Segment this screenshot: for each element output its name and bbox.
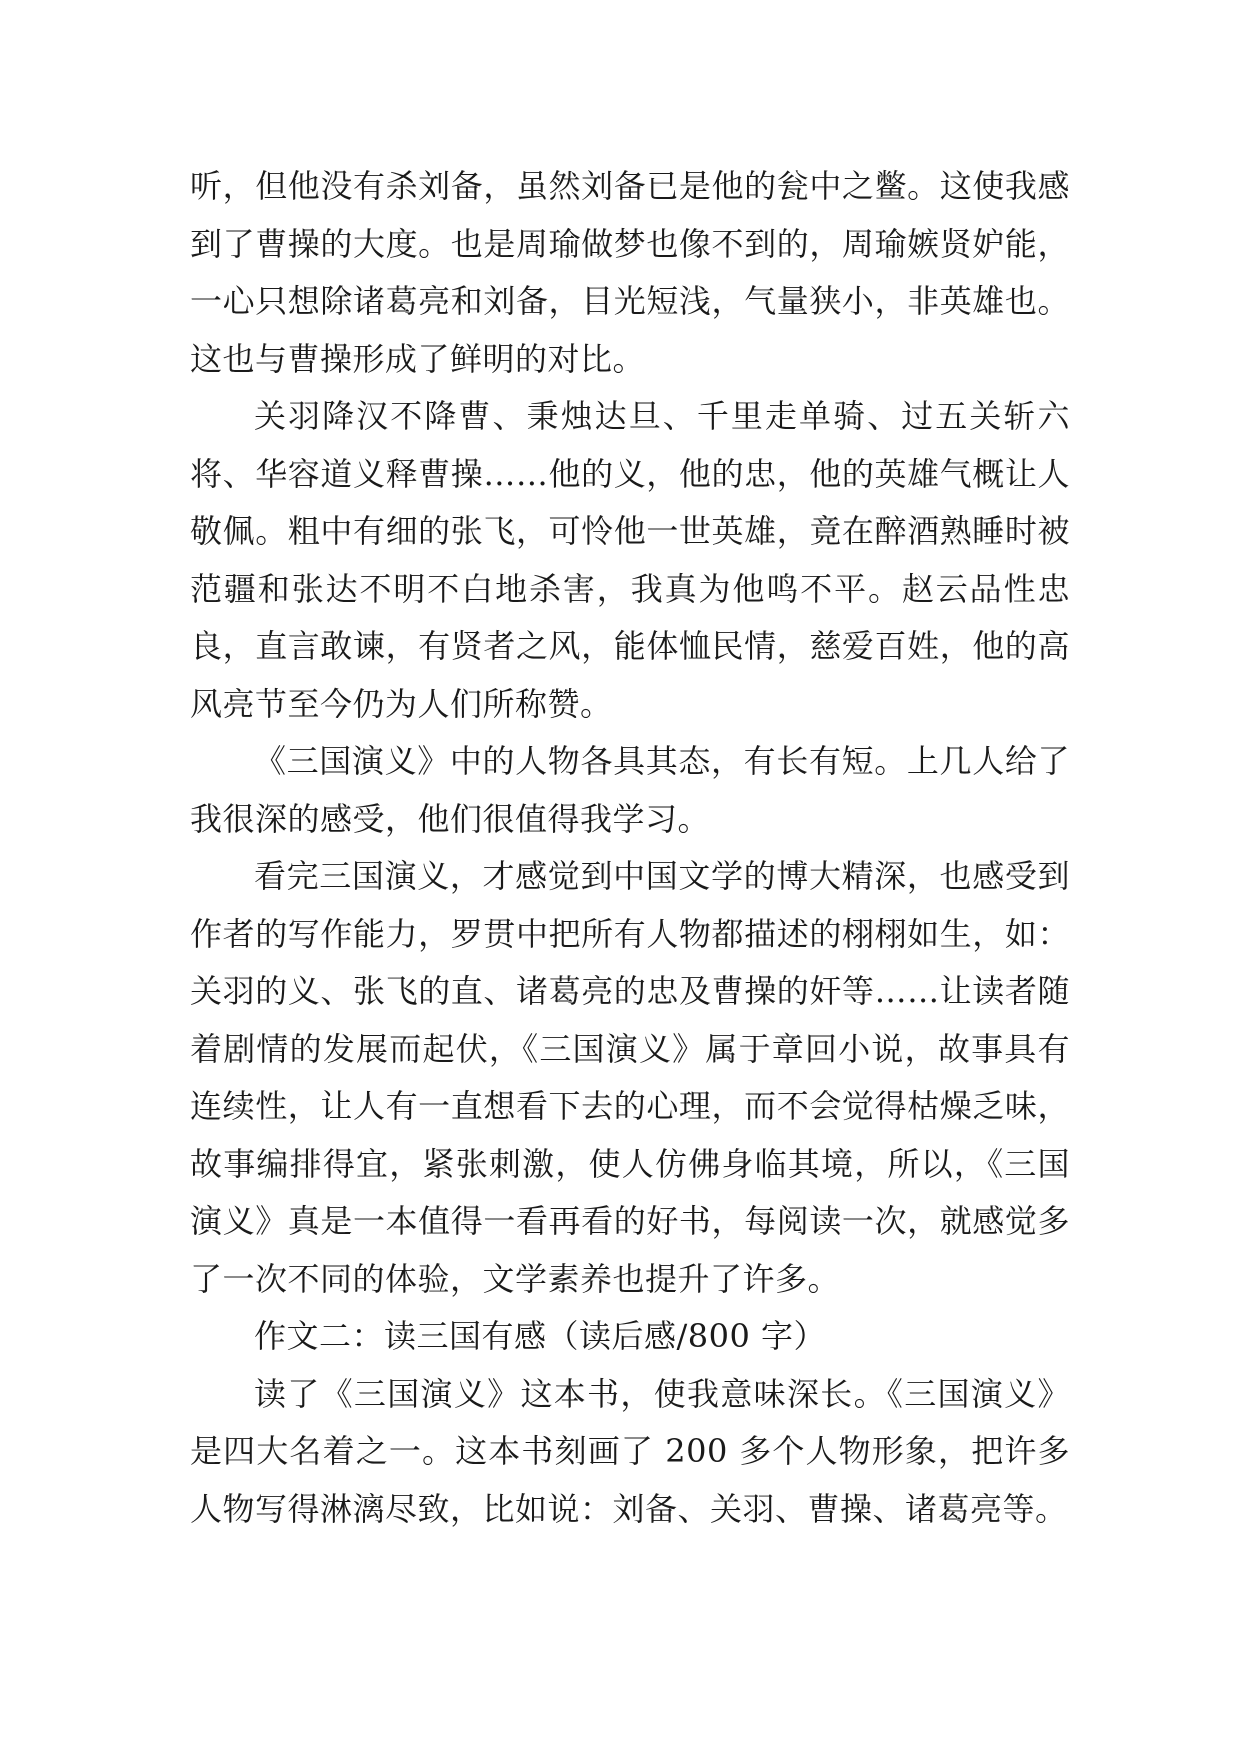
paragraph-guan-yu-zhang-fei-zhao-yun: 关羽降汉不降曹、秉烛达旦、千里走单骑、过五关斩六将、华容道义释曹操……他的义，他的忠，他的英雄气概让人敬佩。粗中有细的张飞，可怜他一世英雄，竟在醉酒熟睡时被范疆和张达不明不白地杀害，我真为他鸣不平。赵云品性忠良，直言敢谏，有贤者之风，能体恤民情，慈爱百姓，他的高风亮节至今仍为人们所称赞。 [190,397,1070,723]
paragraph-essay-two-intro: 读了《三国演义》这本书，使我意味深长。《三国演义》是四大名着之一。这本书刻画了 200 多个人物形象，把许多人物写得淋漓尽致，比如说：刘备、关羽、曹操、诸葛亮等。 [190,1374,1070,1528]
document-body [190,158,1070,1538]
paragraph-cao-cao-tolerance: 听，但他没有杀刘备，虽然刘备已是他的瓮中之鳖。这使我感到了曹操的大度。也是周瑜做梦也像不到的，周瑜嫉贤妒能，一心只想除诸葛亮和刘备，目光短浅，气量狭小，非英雄也。这也与曹操形成了鲜明的对比。 [190,167,1070,378]
essay-two-heading: 作文二：读三国有感（读后感/800 字） [254,1317,827,1355]
paragraph-reflection: 看完三国演义，才感觉到中国文学的博大精深，也感受到作者的写作能力，罗贯中把所有人物都描述的栩栩如生，如：关羽的义、张飞的直、诸葛亮的忠及曹操的奸等……让读者随着剧情的发展而起伏，《三国演义》属于章回小说，故事具有连续性，让人有一直想看下去的心理，而不会觉得枯燥乏味，故事编排得宜，紧张刺激，使人仿佛身临其境，所以，《三国演义》真是一本值得一看再看的好书，每阅读一次，就感觉多了一次不同的体验，文学素养也提升了许多。 [190,857,1070,1298]
paragraph-characters-summary: 《三国演义》中的人物各具其态，有长有短。上几人给了我很深的感受，他们很值得我学习。 [190,742,1070,838]
